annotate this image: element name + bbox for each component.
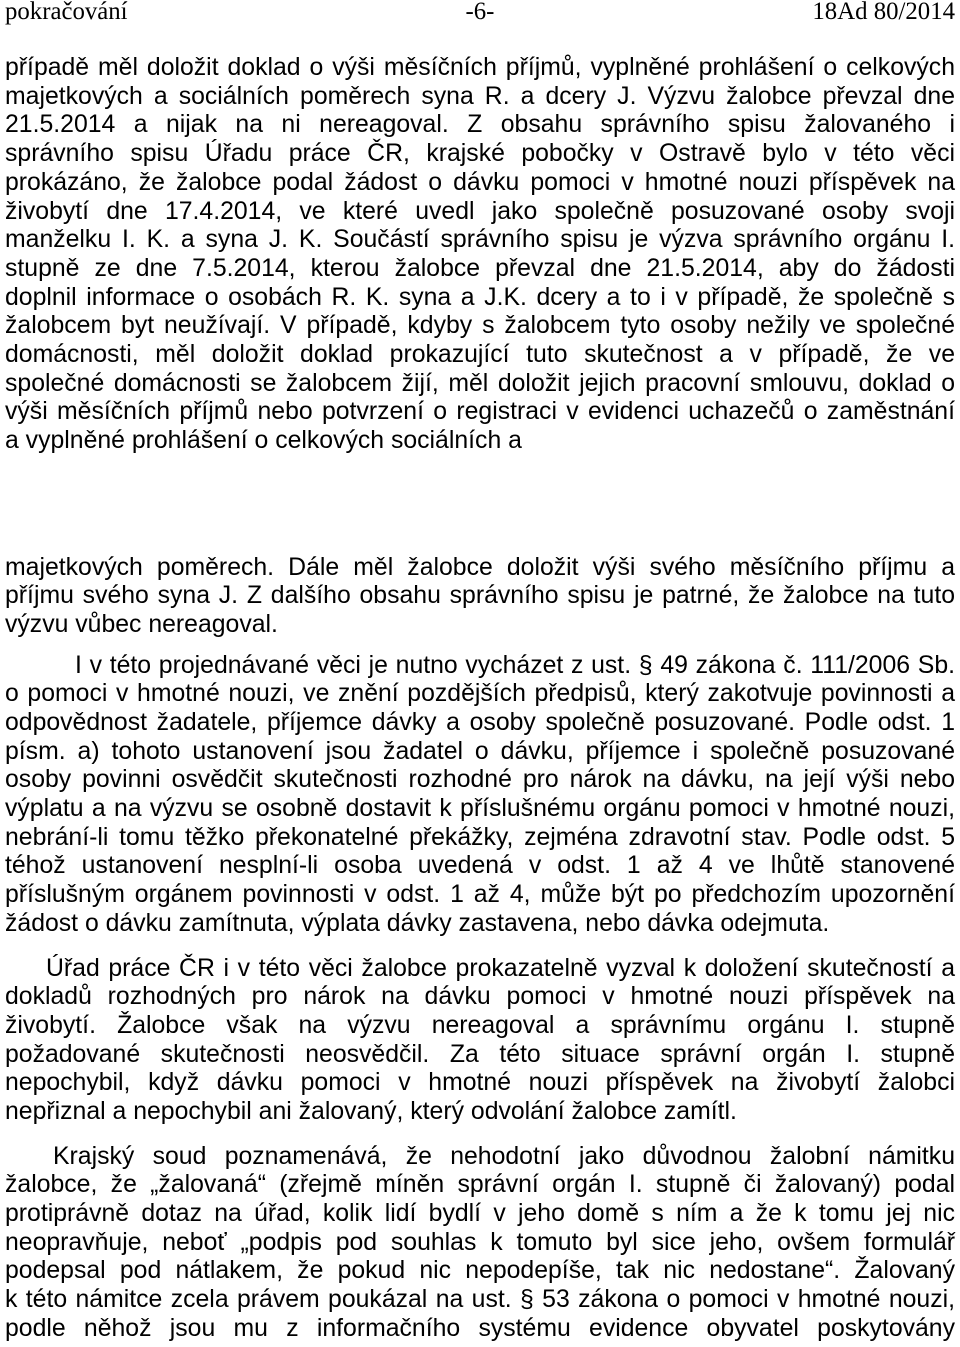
paragraph bbox=[5, 955, 955, 1127]
text-line: požadované skutečnosti neosvědčil. Za této situace správní orgán I. stupně bbox=[5, 1040, 955, 1068]
text-line: osoby povinni osvědčit skutečnosti rozhodné pro nárok na dávku, na její výši nebo bbox=[5, 766, 955, 794]
paragraph bbox=[5, 1143, 955, 1344]
text-line: neopravňuje, neboť „podpis pod souhlas k tomuto byl sice jeho, ovšem formulář bbox=[5, 1228, 955, 1256]
text-line: majetkových a sociálních poměrech syna R. a dcery J. Výzvu žalobce převzal dne bbox=[5, 82, 955, 110]
text-line: Krajský soud poznamenává, že nehodotní jako důvodnou žalobní námitku bbox=[53, 1142, 955, 1170]
text-line: domácnosti, měl doložit doklad prokazující tuto skutečnost a v případě, že ve bbox=[5, 341, 955, 369]
text-line: živobytí dne 17.4.2014, ve které uvedl jako společně posuzované osoby svoji bbox=[5, 197, 955, 225]
text-line: majetkových poměrech. Dále měl žalobce doložit výši svého měsíčního příjmu a bbox=[5, 553, 955, 581]
text-line: podepsal pod nátlakem, že pokud nic nepodepíše, tak nic nedostane“. Žalovaný bbox=[5, 1257, 955, 1285]
text-line: dokladů rozhodných pro nárok na dávku pomoci v hmotné nouzi příspěvek na bbox=[5, 983, 955, 1011]
text-line: stupně ze dne 7.5.2014, kterou žalobce převzal dne 21.5.2014, aby do žádosti bbox=[5, 254, 955, 282]
paragraph bbox=[5, 54, 955, 456]
case-number: 18Ad 80/2014 bbox=[812, 0, 955, 25]
text-line: Úřad práce ČR i v této věci žalobce prokazatelně vyzval k doložení skutečností a bbox=[46, 954, 955, 982]
text-line: příslušným orgánem povinnosti v odst. 1 až 4, může být po předchozím upozornění bbox=[5, 881, 955, 909]
text-line: téhož ustanovení nesplní-li osoba uvedená v odst. 1 až 4 ve lhůtě stanovené bbox=[5, 852, 955, 880]
text-line: příjmu svého syna J. Z dalšího obsahu správního spisu je patrné, že žalobce na tuto bbox=[5, 582, 955, 610]
text-line: nepochybil, když dávku pomoci v hmotné nouzi příspěvek na živobytí žalobci bbox=[5, 1069, 955, 1097]
text-line: I v této projednávané věci je nutno vycházet z ust. § 49 zákona č. 111/2006 Sb. bbox=[75, 651, 955, 679]
text-line: podle něhož jsou mu z informačního systému evidence obyvatel poskytovány bbox=[5, 1314, 955, 1342]
text-line: nepřiznal a nepochybil ani žalovaný, který odvolání žalobce zamítl. bbox=[5, 1098, 737, 1126]
text-line: výši měsíčních příjmů nebo potvrzení o registraci v evidenci uchazečů o zaměstnání bbox=[5, 398, 955, 426]
text-line: odpovědnost žadatele, příjemce dávky a osoby společně posuzované. Podle odst. 1 bbox=[5, 708, 955, 736]
text-line: protiprávně dotaz na úřad, kolik lidí bydlí v jeho domě s ním a že k tomu jej nic bbox=[5, 1199, 955, 1227]
text-line: manželku I. K. a syna J. K. Součástí správního spisu je výzva správního orgánu I. bbox=[5, 226, 955, 254]
text-line: výzvu vůbec nereagoval. bbox=[5, 610, 278, 638]
text-line: 21.5.2014 a nijak na ni nereagoval. Z obsahu správního spisu žalovaného i bbox=[5, 111, 955, 139]
text-line: písm. a) tohoto ustanovení jsou žadatel o dávku, příjemce i společně posuzované bbox=[5, 737, 955, 765]
text-line: žalobcem byt neužívají. V případě, kdyby s žalobcem tyto osoby nežily ve společné bbox=[5, 312, 955, 340]
text-line: žalobce, že „žalovaná“ (zřejmě míněn správní orgán I. stupně či žalovaný) podal bbox=[5, 1171, 955, 1199]
page-number: -6- bbox=[465, 0, 495, 25]
text-line: k této námitce zcela právem poukázal na ust. § 53 zákona o pomoci v hmotné nouzi, bbox=[5, 1286, 955, 1314]
text-line: živobytí. Žalobce však na výzvu nereagoval a správnímu orgánu I. stupně bbox=[5, 1011, 955, 1039]
text-line: správního spisu Úřadu práce ČR, krajské pobočky v Ostravě bylo v této věci bbox=[5, 140, 955, 168]
header-continuation-label: pokračování bbox=[5, 0, 128, 25]
paragraph bbox=[5, 554, 955, 640]
text-line: o pomoci v hmotné nouzi, ve znění pozdějších předpisů, který zakotvuje povinnosti a bbox=[5, 680, 955, 708]
text-line: doplnil informace o osobách R. K. syna a J.K. dcery a to i v případě, že společně s bbox=[5, 283, 955, 311]
text-line: žádost o dávku zamítnuta, výplata dávky zastavena, nebo dávka odejmuta. bbox=[5, 909, 830, 937]
text-line: výplatu a na výzvu se osobně dostavit k příslušnému orgánu pomoci v hmotné nouzi, bbox=[5, 795, 955, 823]
text-line: případě měl doložit doklad o výši měsíčních příjmů, vyplněné prohlášení o celkových bbox=[5, 54, 955, 81]
text-line: nebrání-li tomu těžko překonatelné překážky, zejména zdravotní stav. Podle odst. 5 bbox=[5, 823, 955, 851]
text-line: a vyplněné prohlášení o celkových sociálních a bbox=[5, 427, 522, 455]
paragraph bbox=[5, 652, 955, 939]
text-line: prokázáno, že žalobce podal žádost o dávku pomoci v hmotné nouzi příspěvek na bbox=[5, 168, 955, 196]
text-line: společné domácnosti se žalobcem žijí, měl doložit jejich pracovní smlouvu, doklad o bbox=[5, 369, 955, 397]
